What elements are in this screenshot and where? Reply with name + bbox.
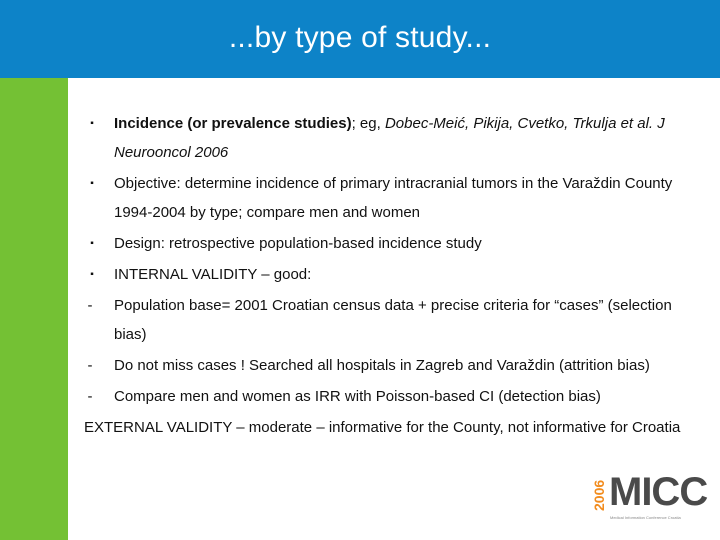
micc-logo	[592, 470, 712, 530]
external-validity-text: EXTERNAL VALIDITY – moderate – informative for the County, not informative for Croatia	[84, 419, 681, 436]
bullet-text: Do not miss cases ! Searched all hospitals in Zagreb and Varaždin (attrition bias)	[114, 357, 650, 374]
side-accent-bar	[0, 78, 68, 540]
bullet-item-objective	[84, 169, 704, 227]
bullet-text	[114, 109, 704, 167]
study-type-label: Incidence (or prevalence studies)	[114, 115, 352, 132]
bullet-item-study	[84, 109, 704, 167]
header-bar	[0, 0, 720, 78]
bullet-text: Objective: determine incidence of primary intracranial tumors in the Varaždin County 1994-2004 by type; compare men and women	[114, 175, 673, 221]
dash-item-population-base	[84, 291, 704, 349]
dash-bullet-icon: -	[87, 388, 93, 405]
study-type-separator: ; eg,	[351, 115, 385, 132]
logo-name: MICC	[609, 470, 708, 514]
slide-title: ...by type of study...	[228, 21, 492, 54]
logo-year: 2006	[591, 479, 607, 511]
logo-subtitle: Medical Information Conference Croatia	[610, 515, 681, 520]
square-bullet-icon: ▪	[90, 118, 94, 129]
square-bullet-icon: ▪	[90, 269, 94, 280]
bullet-text: Design: retrospective population-based incidence study	[114, 235, 482, 252]
dash-bullet-icon: -	[87, 297, 93, 314]
bullet-text: Population base= 2001 Croatian census data + precise criteria for “cases” (selection bias)	[114, 297, 672, 343]
square-bullet-icon: ▪	[90, 178, 94, 189]
bullet-text: Compare men and women as IRR with Poisson-based CI (detection bias)	[114, 388, 601, 405]
slide-content	[84, 109, 704, 442]
bullet-item-internal-validity	[84, 260, 704, 289]
dash-item-missing-cases	[84, 351, 704, 380]
dash-bullet-icon: -	[87, 357, 93, 374]
citation-text: Dobec-Meić, Pikija, Cvetko, Trkulja et al. J Neurooncol 2006	[114, 115, 665, 161]
dash-item-comparison	[84, 382, 704, 411]
bullet-text: INTERNAL VALIDITY – good:	[114, 266, 312, 283]
bullet-item-design	[84, 229, 704, 258]
square-bullet-icon: ▪	[90, 238, 94, 249]
